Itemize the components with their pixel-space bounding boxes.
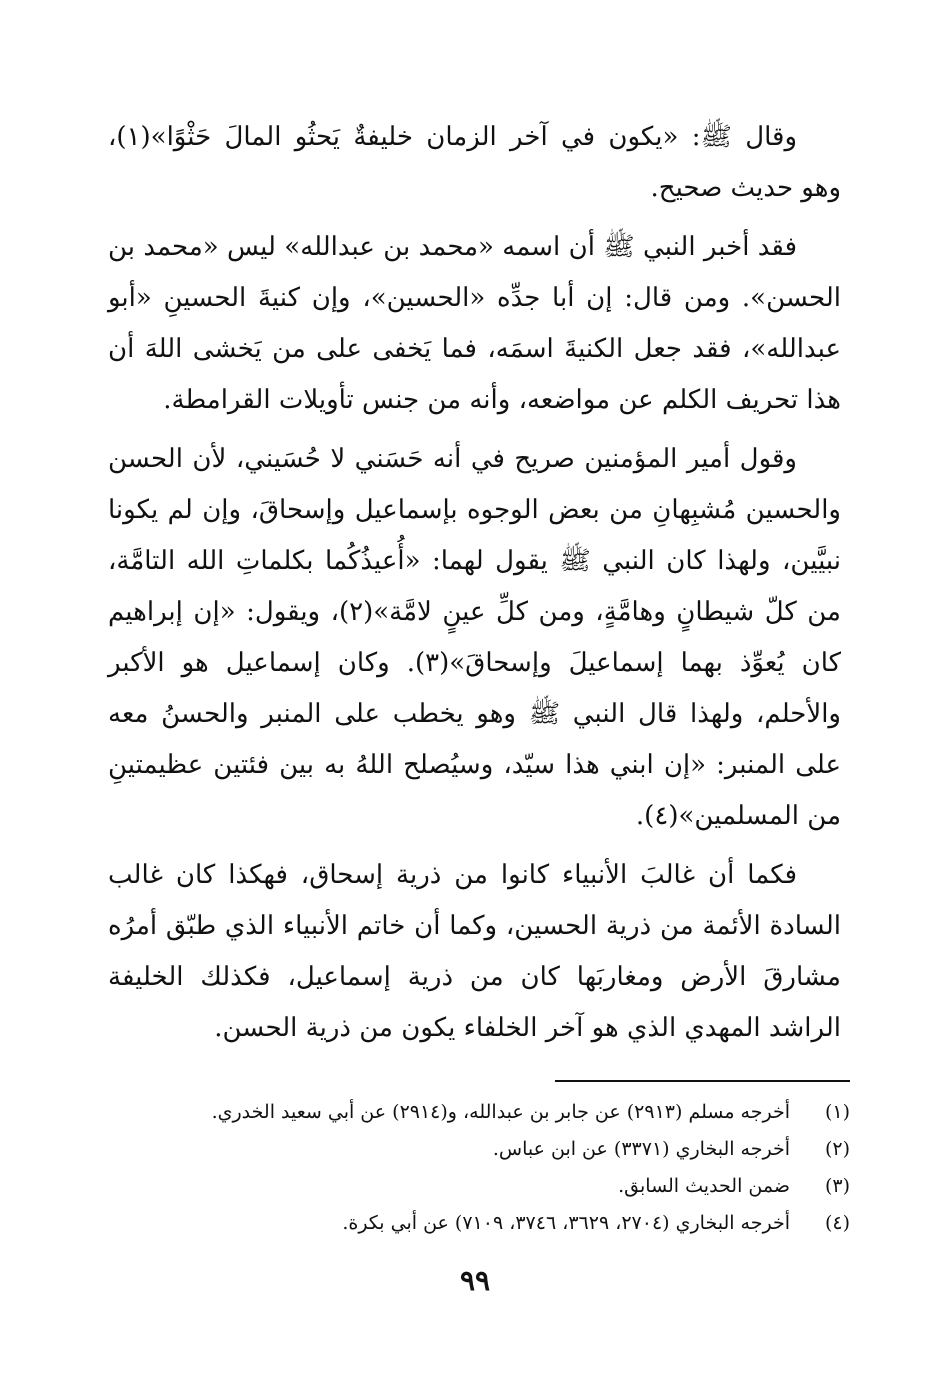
footnote-number: (٤) [824, 1212, 850, 1234]
footnote-4 [108, 1205, 850, 1242]
paragraph-3: وقول أمير المؤمنين صريح في أنه حَسَني لا حُسَيني، لأن الحسن والحسين مُشبِهانِ من بعض الوجوه بإسماعيل وإسحاقَ، وإن لم يكونا نبيَّين، ولهذا كان النبي ﷺ يقول لهما: «أُعيذُكُما بكلماتِ الله التامَّة، من كلّ شيطانٍ وهامَّةٍ، ومن كلِّ عينٍ لامَّة»(٢)، ويقول: «إن إبراهيم كان يُعوِّذ بهما إسماعيلَ وإسحاقَ»(٣). وكان إسماعيل هو الأكبر والأحلم، ولهذا قال النبي ﷺ وهو يخطب على المنبر والحسنُ معه على المنبر: «إن ابني هذا سيّد، وسيُصلح اللهُ به بين فئتين عظيمتينِ من المسلمين»(٤). [108, 444, 841, 831]
footnote-text: أخرجه البخاري (٢٧٠٤، ٣٦٢٩، ٣٧٤٦، ٧١٠٩) عن أبي بكرة. [342, 1212, 790, 1234]
footnote-separator [555, 1080, 850, 1082]
paragraph-1: وقال ﷺ: «يكون في آخر الزمان خليفةٌ يَحثُو المالَ حَثْوًا»(١)، وهو حديث صحيح. [108, 122, 841, 203]
footnote-number: (٢) [824, 1138, 850, 1160]
footnote-text: أخرجه البخاري (٣٣٧١) عن ابن عباس. [492, 1138, 790, 1160]
paragraph-2: فقد أخبر النبي ﷺ أن اسمه «محمد بن عبدالله» ليس «محمد بن الحسن». ومن قال: إن أبا جدِّه «الحسين»، وإن كنيةَ الحسينِ «أبو عبدالله»، فقد جعل الكنيةَ اسمَه، فما يَخفى على من يَخشى اللهَ أن هذا تحريف الكلم عن مواضعه، وأنه من جنس تأويلات القرامطة. [108, 232, 841, 415]
footnote-text: أخرجه مسلم (٢٩١٣) عن جابر بن عبدالله، و(٢٩١٤) عن أبي سعيد الخدري. [211, 1101, 790, 1123]
footnote-number: (٣) [824, 1175, 850, 1197]
footnote-text: ضمن الحديث السابق. [618, 1175, 790, 1197]
page-number: ٩٩ [459, 1264, 491, 1297]
footnote-2 [108, 1131, 850, 1168]
footnote-3 [108, 1168, 850, 1205]
paragraph-4: فكما أن غالبَ الأنبياء كانوا من ذرية إسحاق، فهكذا كان غالب السادة الأئمة من ذرية الحسين، وكما أن خاتم الأنبياء الذي طبّق أمرُه مشارقَ الأرض ومغاربَها كان من ذرية إسماعيل، فكذلك الخليفة الراشد المهدي الذي هو آخر الخلفاء يكون من ذرية الحسن. [108, 860, 841, 1043]
main-text [108, 112, 841, 1062]
footnote-1 [108, 1094, 850, 1131]
footnotes [108, 1094, 850, 1242]
footnote-number: (١) [824, 1101, 850, 1123]
